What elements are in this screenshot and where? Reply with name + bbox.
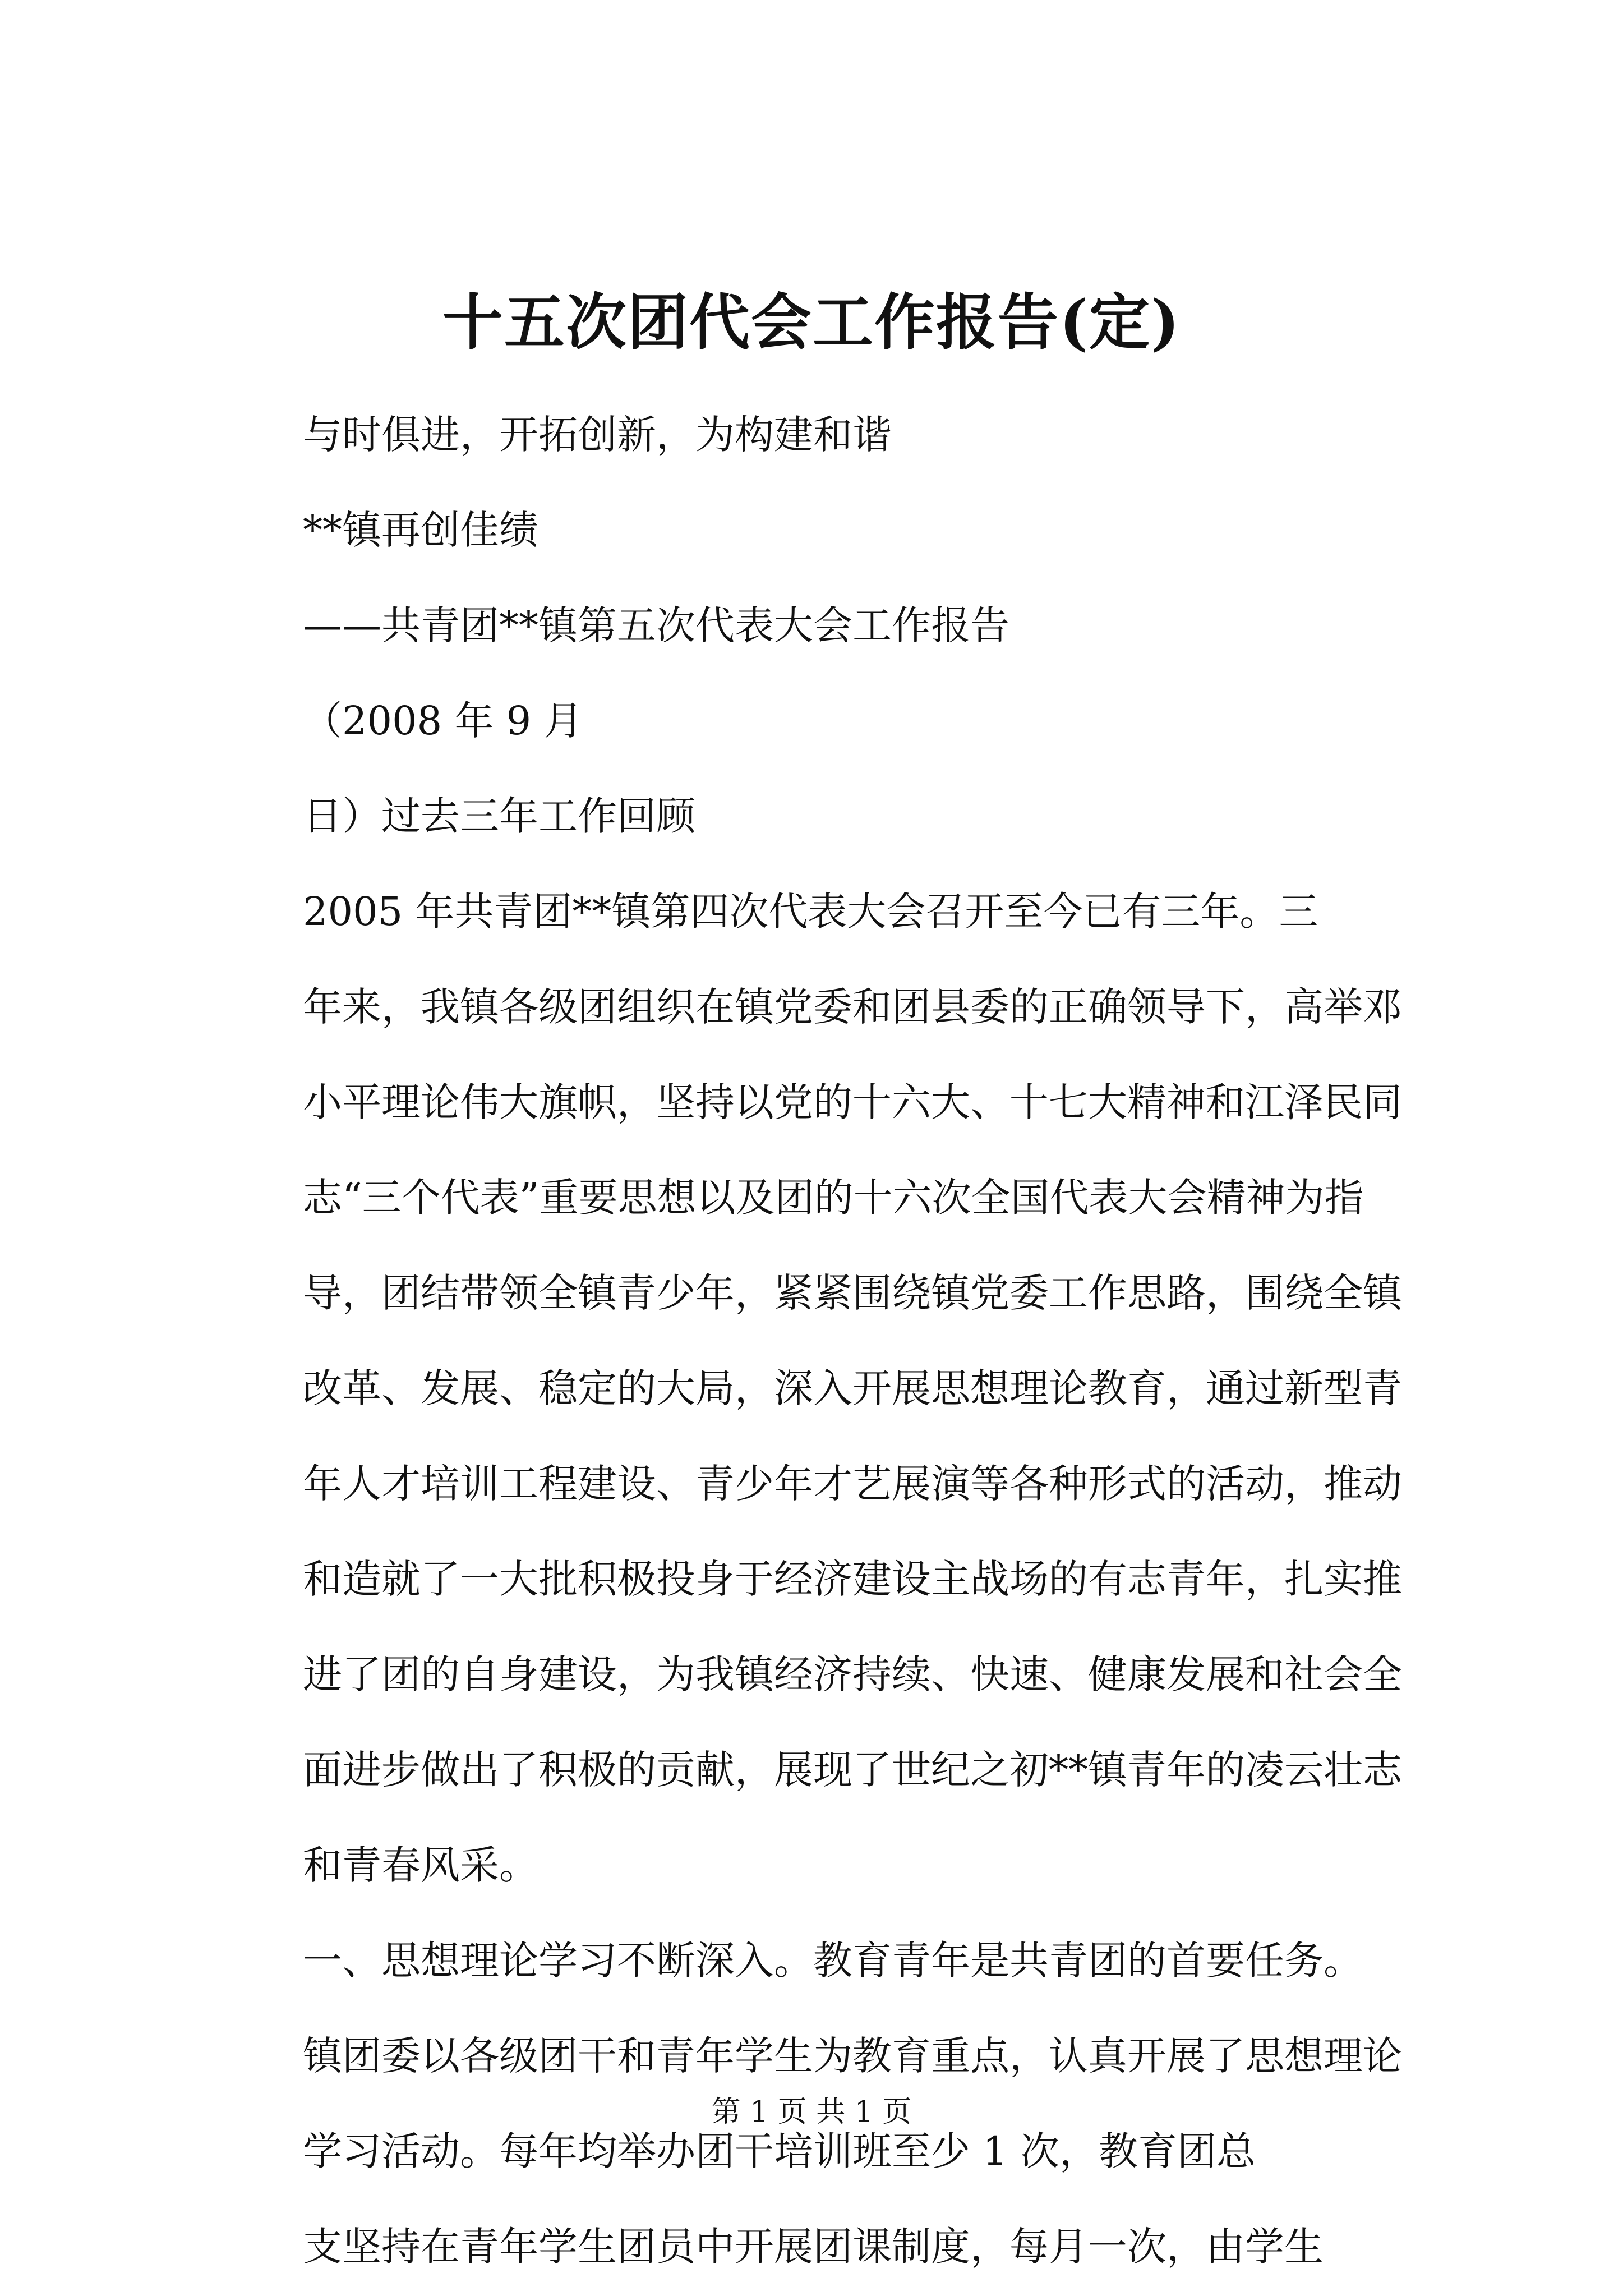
document-body [303,387,1419,2294]
paragraph-line: 2005 年共青团**镇第四次代表大会召开至今已有三年。三 [303,889,1318,935]
paragraph-line: 改革、发展、稳定的大局，深入开展思想理论教育，通过新型青 [303,1365,1402,1411]
paragraph-line: 志“三个代表”重要思想以及团的十六次全国代表大会精神为指 [303,1175,1364,1221]
paragraph-line: 年来，我镇各级团组织在镇党委和团县委的正确领导下，高举邓 [303,984,1402,1030]
paragraph-line: 学习活动。每年均举办团干培训班至少 1 次，教育团总 [303,2128,1256,2174]
paragraph-line: 和青春风采。 [303,1842,538,1888]
subtitle-line-2: **镇再创佳绩 [303,507,538,553]
paragraph-line: 进了团的自身建设，为我镇经济持续、快速、健康发展和社会全 [303,1651,1402,1697]
paragraph-line: 年人才培训工程建设、青少年才艺展演等各种形式的活动，推动 [303,1461,1402,1507]
report-name-line: ——共青团**镇第五次代表大会工作报告 [303,602,1009,648]
subtitle-line-1: 与时俱进，开拓创新，为构建和谐 [303,412,892,458]
paragraph-line: 一、思想理论学习不断深入。教育青年是共青团的首要任务。 [303,1938,1363,1984]
paragraph-line: 和造就了一大批积极投身于经济建设主战场的有志青年，扎实推 [303,1556,1402,1602]
paragraph-line: 面进步做出了积极的贡献，展现了世纪之初**镇青年的凌云壮志 [303,1747,1402,1793]
paragraph-line: 小平理论伟大旗帜，坚持以党的十六大、十七大精神和江泽民同 [303,1079,1402,1125]
paragraph-line: 导，团结带领全镇青少年，紧紧围绕镇党委工作思路，围绕全镇 [303,1270,1402,1316]
document-title: 十五次团代会工作报告(定) [442,287,1181,358]
date-line: （2008 年 9 月 [303,698,583,744]
section-heading-line: 日）过去三年工作回顾 [303,793,695,839]
page-footer: 第 1 页 共 1 页 [711,2095,912,2129]
paragraph-line: 镇团委以各级团干和青年学生为教育重点，认真开展了思想理论 [303,2033,1402,2079]
paragraph-line: 支坚持在青年学生团员中开展团课制度，每月一次，由学生 [303,2224,1324,2270]
